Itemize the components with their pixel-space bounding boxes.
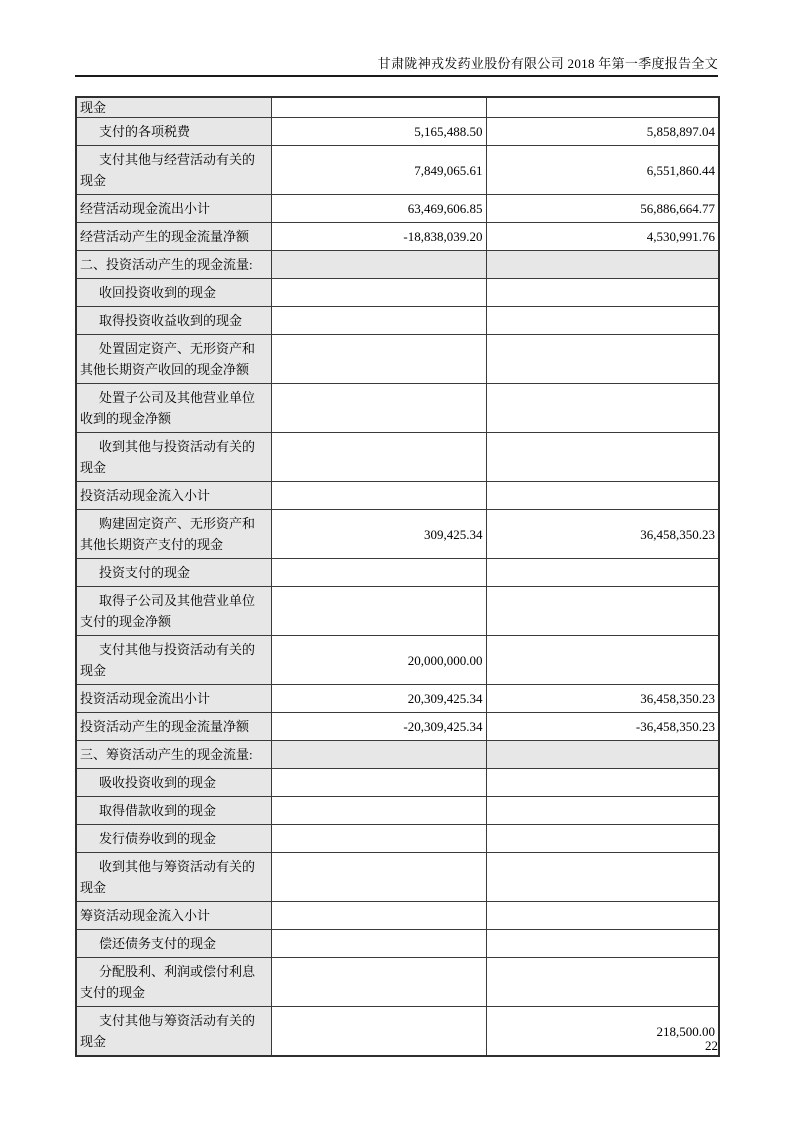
row-value-prior-period: [486, 587, 719, 636]
row-value-current-period: [271, 958, 486, 1007]
row-value-current-period: [271, 902, 486, 930]
row-value-prior-period: [486, 97, 719, 118]
row-value-current-period: [271, 587, 486, 636]
table-row: [76, 195, 719, 223]
row-value-current-period: 20,309,425.34: [271, 685, 486, 713]
row-item-label: 收到其他与筹资活动有关的现金: [76, 853, 271, 902]
table-row: [76, 118, 719, 146]
row-item-label: 收到其他与投资活动有关的现金: [76, 433, 271, 482]
cash-flow-table-body: [76, 97, 719, 1056]
row-item-label: 支付其他与投资活动有关的现金: [76, 636, 271, 685]
row-value-prior-period: [486, 559, 719, 587]
row-item-label: 偿还债务支付的现金: [76, 930, 271, 958]
cash-flow-statement-table: [75, 96, 720, 1057]
row-item-label: 支付其他与筹资活动有关的现金: [76, 1007, 271, 1057]
row-value-prior-period: [486, 741, 719, 769]
row-value-prior-period: -36,458,350.23: [486, 713, 719, 741]
row-value-current-period: [271, 251, 486, 279]
row-item-label: 分配股利、利润或偿付利息支付的现金: [76, 958, 271, 1007]
row-value-prior-period: [486, 279, 719, 307]
table-row: [76, 482, 719, 510]
row-item-label: 投资活动现金流出小计: [76, 685, 271, 713]
row-value-current-period: -18,838,039.20: [271, 223, 486, 251]
table-row: [76, 97, 719, 118]
table-row: [76, 146, 719, 195]
row-item-label: 发行债券收到的现金: [76, 825, 271, 853]
row-item-label: 支付的各项税费: [76, 118, 271, 146]
row-value-prior-period: [486, 902, 719, 930]
row-item-label: 处置固定资产、无形资产和其他长期资产收回的现金净额: [76, 335, 271, 384]
row-value-current-period: 7,849,065.61: [271, 146, 486, 195]
table-row: [76, 685, 719, 713]
row-value-current-period: [271, 384, 486, 433]
table-row: [76, 510, 719, 559]
row-value-prior-period: 56,886,664.77: [486, 195, 719, 223]
row-item-label: 经营活动产生的现金流量净额: [76, 223, 271, 251]
row-item-label: 三、筹资活动产生的现金流量:: [76, 741, 271, 769]
row-value-prior-period: [486, 482, 719, 510]
table-row: [76, 853, 719, 902]
table-row: [76, 713, 719, 741]
row-item-label: 吸收投资收到的现金: [76, 769, 271, 797]
page-number: 22: [705, 1038, 718, 1053]
row-item-label: 现金: [76, 97, 271, 118]
row-value-prior-period: 36,458,350.23: [486, 685, 719, 713]
row-value-current-period: [271, 769, 486, 797]
row-value-prior-period: [486, 930, 719, 958]
table-row: [76, 825, 719, 853]
table-row: [76, 433, 719, 482]
row-value-current-period: 309,425.34: [271, 510, 486, 559]
row-value-prior-period: [486, 307, 719, 335]
table-row: [76, 741, 719, 769]
row-value-prior-period: [486, 251, 719, 279]
row-item-label: 处置子公司及其他营业单位收到的现金净额: [76, 384, 271, 433]
row-item-label: 取得子公司及其他营业单位支付的现金净额: [76, 587, 271, 636]
table-row: [76, 587, 719, 636]
report-title: 甘肃陇神戎发药业股份有限公司 2018 年第一季度报告全文: [377, 56, 718, 71]
table-row: [76, 636, 719, 685]
row-value-prior-period: 5,858,897.04: [486, 118, 719, 146]
table-row: [76, 559, 719, 587]
row-value-current-period: [271, 97, 486, 118]
row-item-label: 收回投资收到的现金: [76, 279, 271, 307]
table-row: [76, 223, 719, 251]
row-value-current-period: [271, 825, 486, 853]
row-value-prior-period: 4,530,991.76: [486, 223, 719, 251]
row-value-prior-period: [486, 769, 719, 797]
row-value-current-period: 20,000,000.00: [271, 636, 486, 685]
row-value-prior-period: [486, 958, 719, 1007]
row-value-prior-period: [486, 384, 719, 433]
row-item-label: 筹资活动现金流入小计: [76, 902, 271, 930]
row-value-prior-period: [486, 825, 719, 853]
table-row: [76, 384, 719, 433]
table-row: [76, 797, 719, 825]
row-value-current-period: -20,309,425.34: [271, 713, 486, 741]
row-item-label: 投资支付的现金: [76, 559, 271, 587]
row-value-prior-period: [486, 797, 719, 825]
row-value-prior-period: 36,458,350.23: [486, 510, 719, 559]
row-value-current-period: 63,469,606.85: [271, 195, 486, 223]
table-row: [76, 958, 719, 1007]
row-value-current-period: [271, 741, 486, 769]
row-value-prior-period: [486, 335, 719, 384]
row-value-prior-period: 6,551,860.44: [486, 146, 719, 195]
row-value-current-period: 5,165,488.50: [271, 118, 486, 146]
row-item-label: 购建固定资产、无形资产和其他长期资产支付的现金: [76, 510, 271, 559]
row-value-current-period: [271, 797, 486, 825]
table-row: [76, 930, 719, 958]
row-value-current-period: [271, 559, 486, 587]
row-value-current-period: [271, 482, 486, 510]
row-value-current-period: [271, 307, 486, 335]
row-value-prior-period: [486, 636, 719, 685]
table-row: [76, 307, 719, 335]
row-item-label: 二、投资活动产生的现金流量:: [76, 251, 271, 279]
row-value-current-period: [271, 279, 486, 307]
row-item-label: 投资活动产生的现金流量净额: [76, 713, 271, 741]
page-header: [75, 53, 718, 72]
row-item-label: 取得借款收到的现金: [76, 797, 271, 825]
row-item-label: 经营活动现金流出小计: [76, 195, 271, 223]
table-row: [76, 902, 719, 930]
row-item-label: 投资活动现金流入小计: [76, 482, 271, 510]
table-row: [76, 335, 719, 384]
row-value-current-period: [271, 335, 486, 384]
row-value-prior-period: [486, 853, 719, 902]
row-item-label: 取得投资收益收到的现金: [76, 307, 271, 335]
row-value-current-period: [271, 433, 486, 482]
table-row: [76, 251, 719, 279]
table-row: [76, 279, 719, 307]
table-row: [76, 769, 719, 797]
row-value-current-period: [271, 853, 486, 902]
header-divider: [75, 75, 718, 77]
row-value-prior-period: 218,500.00: [486, 1007, 719, 1057]
row-item-label: 支付其他与经营活动有关的现金: [76, 146, 271, 195]
row-value-prior-period: [486, 433, 719, 482]
row-value-current-period: [271, 930, 486, 958]
